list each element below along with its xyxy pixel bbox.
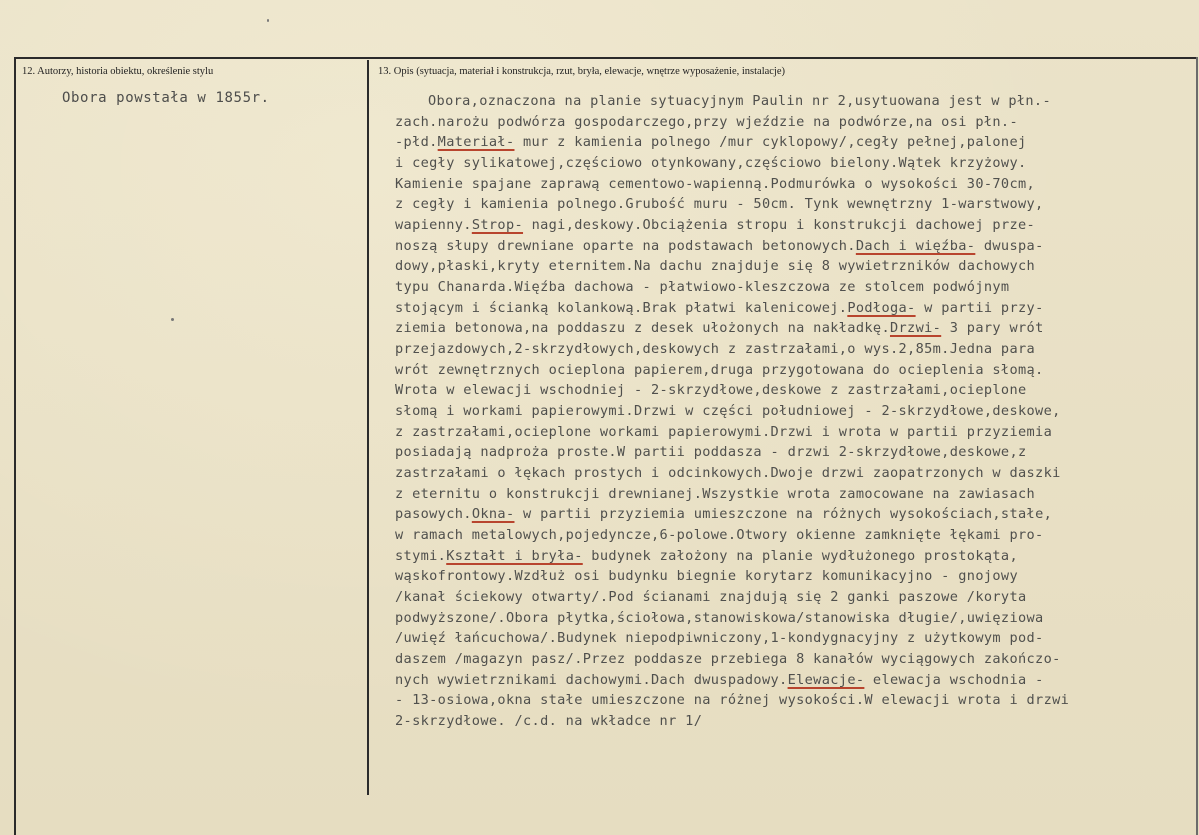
line-text: przejazdowych,2-skrzydłowych,deskowych z zastrzałami,o wys.2,85m.Jedna para <box>395 341 1036 358</box>
line-text: stymi. <box>395 547 447 564</box>
section-13-header: 13. Opis (sytuacja, materiał i konstrukcja, rzut, bryła, elewacje, wnętrze wyposażenie, instalacje) <box>378 66 786 77</box>
line-text: elewacja wschodnia - <box>864 671 1044 688</box>
description-line <box>395 587 1195 608</box>
description-line <box>395 649 1195 670</box>
underlined-section-heading: Podłoga- <box>847 299 916 316</box>
line-text: z zastrzałami,ocieplone workami papierowymi.Drzwi i wrota w partii przyziemia <box>395 423 1053 440</box>
line-text: 2-skrzydłowe. /c.d. na wkładce nr 1/ <box>395 713 703 730</box>
history-text: Obora powstała w 1855r. <box>62 90 270 106</box>
line-text: - 13-osiowa,okna stałe umieszczone na różnej wysokości.W elewacji wrota i drzwi <box>395 692 1070 709</box>
line-text: noszą słupy drewniane oparte na podstawach betonowych. <box>395 237 856 254</box>
line-text: z cegły i kamienia polnego.Grubość muru - 50cm. Tynk wewnętrzny 1-warstwowy, <box>395 196 1044 213</box>
line-text: zastrzałami o łękach prostych i odcinkowych.Dwoje drzwi zaopatrzonych w daszki <box>395 465 1061 482</box>
line-text: podwyższone/.Obora płytka,ściołowa,stanowiskowa/stanowiska długie/,uwięziowa <box>395 609 1044 626</box>
underlined-section-heading: Kształt i bryła- <box>446 547 583 564</box>
line-text: dowy,płaski,kryty eternitem.Na dachu znajduje się 8 wywietrzników dachowych <box>395 258 1036 275</box>
line-text: Wrota w elewacji wschodniej - 2-skrzydłowe,deskowe z zastrzałami,ocieplone <box>395 382 1027 399</box>
line-text: w partii przyziemia umieszczone na różnych wysokościach,stałe, <box>514 506 1053 523</box>
line-text: mur z kamienia polnego /mur cyklopowy/,cegły pełnej,palonej <box>514 134 1027 151</box>
line-text: wapienny. <box>395 217 472 234</box>
description-line <box>395 422 1195 443</box>
paper-speck <box>267 19 269 22</box>
line-text: nych wywietrznikami dachowymi.Dach dwuspadowy. <box>395 671 788 688</box>
section-12-header: 12. Autorzy, historia obiektu, określenie stylu <box>22 66 214 77</box>
description-line <box>395 236 1195 257</box>
line-text: zach.narożu podwórza gospodarczego,przy wjeździe na podwórze,na osi płn.- <box>395 113 1018 130</box>
description-line <box>395 690 1195 711</box>
line-text: nagi,deskowy.Obciążenia stropu i konstrukcji dachowej prze- <box>523 217 1036 234</box>
description-line <box>395 277 1195 298</box>
description-line <box>395 194 1195 215</box>
description-line <box>395 256 1195 277</box>
line-text: dwuspa- <box>975 237 1044 254</box>
description-line <box>395 339 1195 360</box>
line-text: stojącym i ścianką kolankową.Brak płatwi kalenicowej. <box>395 299 848 316</box>
underlined-section-heading: Dach i więźba- <box>855 237 976 254</box>
underlined-section-heading: Elewacje- <box>787 671 865 688</box>
description-line <box>395 484 1195 505</box>
description-line <box>395 298 1195 319</box>
line-text: budynek założony na planie wydłużonego prostokąta, <box>582 547 1019 564</box>
line-text: ziemia betonowa,na poddaszu z desek ułożonych na nakładkę. <box>395 320 890 337</box>
description-line <box>395 711 1195 732</box>
line-text: /kanał ściekowy otwarty/.Pod ścianami znajdują się 2 ganki paszowe /koryta <box>395 589 1027 606</box>
description-line <box>395 608 1195 629</box>
line-text: Kamienie spajane zaprawą cementowo-wapienną.Podmurówka o wysokości 30-70cm, <box>395 175 1036 192</box>
line-text: w ramach metalowych,pojedyncze,6-polowe.Otwory okienne zamknięte łękami pro- <box>395 527 1044 544</box>
line-text: wąskofrontowy.Wzdłuż osi budynku biegnie korytarz komunikacyjno - gnojowy <box>395 568 1018 585</box>
description-line <box>395 174 1195 195</box>
underlined-section-heading: Materiał- <box>437 134 515 151</box>
description-line <box>395 215 1195 236</box>
description-line <box>395 546 1195 567</box>
description-line <box>395 442 1195 463</box>
paper-speck <box>171 318 174 321</box>
description-line <box>395 91 1195 112</box>
line-text: -płd. <box>395 134 438 151</box>
description-line <box>395 504 1195 525</box>
line-text: daszem /magazyn pasz/.Przez poddasze przebiega 8 kanałów wyciągowych zakończo- <box>395 651 1061 668</box>
description-line <box>395 360 1195 381</box>
column-divider-rule <box>367 60 369 795</box>
line-text: /uwięź łańcuchowa/.Budynek niepodpiwniczony,1-kondygnacyjny z użytkowym pod- <box>395 630 1044 647</box>
line-text: wrót zewnętrznych ocieplona papierem,druga przygotowana do ocieplenia słomą. <box>395 361 1044 378</box>
line-text: i cegły sylikatowej,częściowo otynkowany,częściowo bielony.Wątek krzyżowy. <box>395 155 1027 172</box>
line-text: z eternitu o konstrukcji drewnianej.Wszystkie wrota zamocowane na zawiasach <box>395 485 1036 502</box>
line-text: Obora,oznaczona na planie sytuacyjnym Paulin nr 2,usytuowana jest w płn.- <box>428 93 1051 109</box>
line-text: w partii przy- <box>915 299 1044 316</box>
description-line <box>395 525 1195 546</box>
underlined-section-heading: Strop- <box>471 217 524 234</box>
description-line <box>395 318 1195 339</box>
table-right-rule <box>1196 57 1198 835</box>
description-line <box>395 112 1195 133</box>
description-line <box>395 463 1195 484</box>
line-text: pasowych. <box>395 506 472 523</box>
table-left-rule <box>14 57 16 835</box>
description-line <box>395 670 1195 691</box>
line-text: typu Chanarda.Więźba dachowa - płatwiowo-kleszczowa ze stolcem podwójnym <box>395 279 1010 296</box>
description-line <box>395 153 1195 174</box>
description-line <box>395 132 1195 153</box>
description-line <box>395 566 1195 587</box>
description-line <box>395 401 1195 422</box>
description-text <box>395 91 1195 732</box>
line-text: 3 pary wrót <box>941 320 1044 337</box>
line-text: słomą i workami papierowymi.Drzwi w części południowej - 2-skrzydłowe,deskowe, <box>395 403 1061 420</box>
underlined-section-heading: Drzwi- <box>889 320 942 337</box>
table-top-rule <box>14 57 1197 59</box>
underlined-section-heading: Okna- <box>471 506 515 523</box>
description-line <box>395 628 1195 649</box>
line-text: posiadają nadproża proste.W partii poddasza - drzwi 2-skrzydłowe,deskowe,z <box>395 444 1027 461</box>
description-line <box>395 380 1195 401</box>
